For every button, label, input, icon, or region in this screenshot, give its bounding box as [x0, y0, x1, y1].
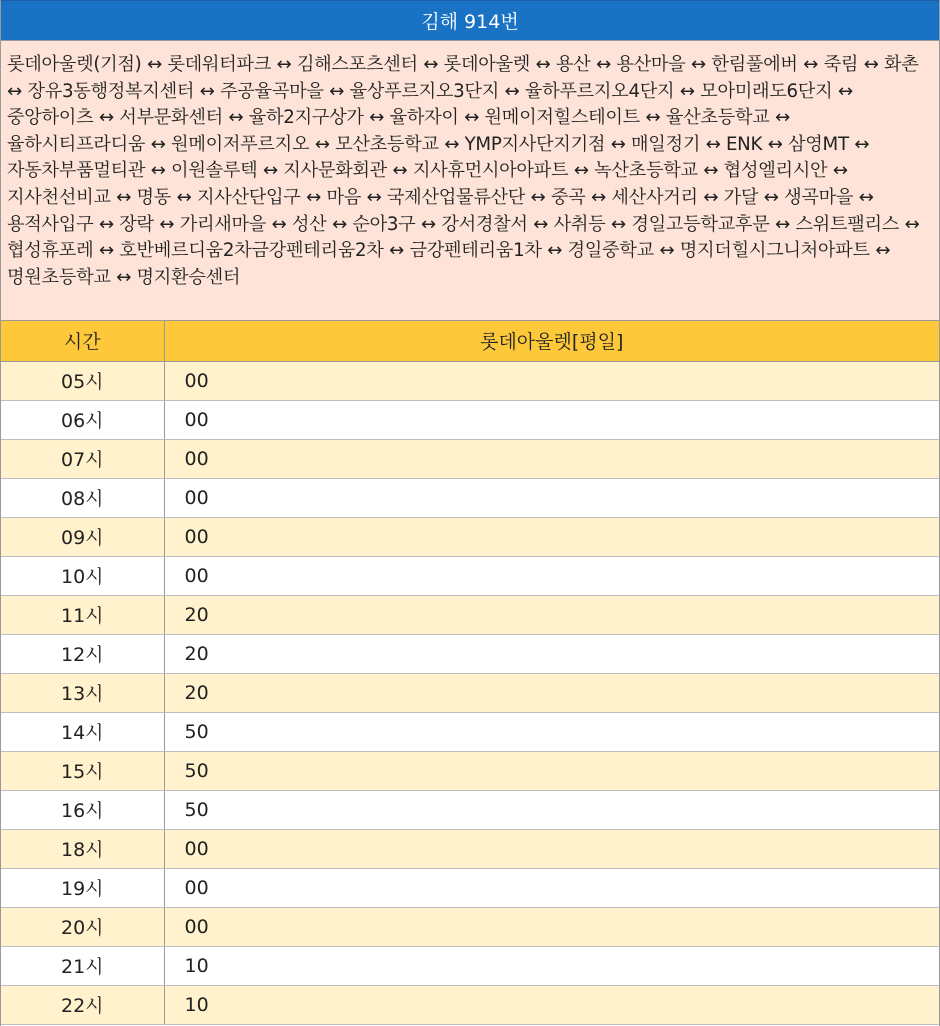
table-row	[1, 478, 939, 517]
table-row	[1, 361, 939, 400]
hour-cell: 11시	[1, 595, 164, 634]
minutes-cell: 00	[164, 400, 939, 439]
table-row	[1, 712, 939, 751]
hour-cell: 22시	[1, 985, 164, 1024]
minutes-cell: 00	[164, 361, 939, 400]
hour-cell: 07시	[1, 439, 164, 478]
hour-cell: 06시	[1, 400, 164, 439]
timetable	[1, 321, 939, 1025]
table-row	[1, 790, 939, 829]
timetable-header-row	[1, 321, 939, 361]
minutes-cell: 50	[164, 790, 939, 829]
minutes-cell: 50	[164, 712, 939, 751]
minutes-cell: 10	[164, 985, 939, 1024]
table-row	[1, 985, 939, 1024]
hour-cell: 13시	[1, 673, 164, 712]
table-row	[1, 517, 939, 556]
table-row	[1, 439, 939, 478]
header-hour: 시간	[1, 321, 164, 361]
hour-cell: 18시	[1, 829, 164, 868]
hour-cell: 08시	[1, 478, 164, 517]
table-row	[1, 829, 939, 868]
minutes-cell: 00	[164, 439, 939, 478]
table-row	[1, 400, 939, 439]
minutes-cell: 00	[164, 907, 939, 946]
hour-cell: 16시	[1, 790, 164, 829]
table-row	[1, 751, 939, 790]
minutes-cell: 00	[164, 517, 939, 556]
minutes-cell: 10	[164, 946, 939, 985]
minutes-cell: 50	[164, 751, 939, 790]
hour-cell: 09시	[1, 517, 164, 556]
table-row	[1, 946, 939, 985]
hour-cell: 10시	[1, 556, 164, 595]
table-row	[1, 556, 939, 595]
hour-cell: 05시	[1, 361, 164, 400]
minutes-cell: 20	[164, 595, 939, 634]
header-departure-stop: 롯데아울렛[평일]	[164, 321, 939, 361]
minutes-cell: 20	[164, 673, 939, 712]
minutes-cell: 00	[164, 556, 939, 595]
timetable-body	[1, 361, 939, 1024]
table-row	[1, 907, 939, 946]
route-stops: 롯데아울렛(기점) ↔ 롯데워터파크 ↔ 김해스포츠센터 ↔ 롯데아울렛 ↔ 용산 ↔ 용산마을 ↔ 한림풀에버 ↔ 죽림 ↔ 화촌 ↔ 장유3동행정복지센터 ↔ 주공율곡마을 ↔ 율상푸르지오3단지 ↔ 율하푸르지오4단지 ↔ 모아미래도6단지 ↔ 중앙하이츠 ↔ 서부문화센터 ↔ 율하2지구상가 ↔ 율하자이 ↔ 원메이저힐스테이트 ↔ 율산초등학교 ↔ 율하시티프라디움 ↔ 원메이저푸르지오 ↔ 모산초등학교 ↔ YMP지사단지기점 ↔ 매일정기 ↔ ENK ↔ 삼영MT ↔ 자동차부품멀티관 ↔ 이원솔루텍 ↔ 지사문화회관 ↔ 지사휴먼시아아파트 ↔ 녹산초등학교 ↔ 협성엘리시안 ↔ 지사천선비교 ↔ 명동 ↔ 지사산단입구 ↔ 마음 ↔ 국제산업물류산단 ↔ 중곡 ↔ 세산사거리 ↔ 가달 ↔ 생곡마을 ↔ 용적사입구 ↔ 장락 ↔ 가리새마을 ↔ 성산 ↔ 순아3구 ↔ 강서경찰서 ↔ 사취등 ↔ 경일고등학교후문 ↔ 스위트팰리스 ↔ 협성휴포레 ↔ 호반베르디움2차금강펜테리움2차 ↔ 금강펜테리움1차 ↔ 경일중학교 ↔ 명지더힐시그니처아파트 ↔ 명원초등학교 ↔ 명지환승센터	[1, 40, 939, 321]
hour-cell: 20시	[1, 907, 164, 946]
hour-cell: 15시	[1, 751, 164, 790]
minutes-cell: 00	[164, 478, 939, 517]
table-row	[1, 673, 939, 712]
table-row	[1, 634, 939, 673]
hour-cell: 14시	[1, 712, 164, 751]
table-row	[1, 868, 939, 907]
route-title: 김해 914번	[1, 0, 939, 40]
minutes-cell: 00	[164, 829, 939, 868]
minutes-cell: 20	[164, 634, 939, 673]
hour-cell: 12시	[1, 634, 164, 673]
table-row	[1, 595, 939, 634]
hour-cell: 19시	[1, 868, 164, 907]
hour-cell: 21시	[1, 946, 164, 985]
minutes-cell: 00	[164, 868, 939, 907]
